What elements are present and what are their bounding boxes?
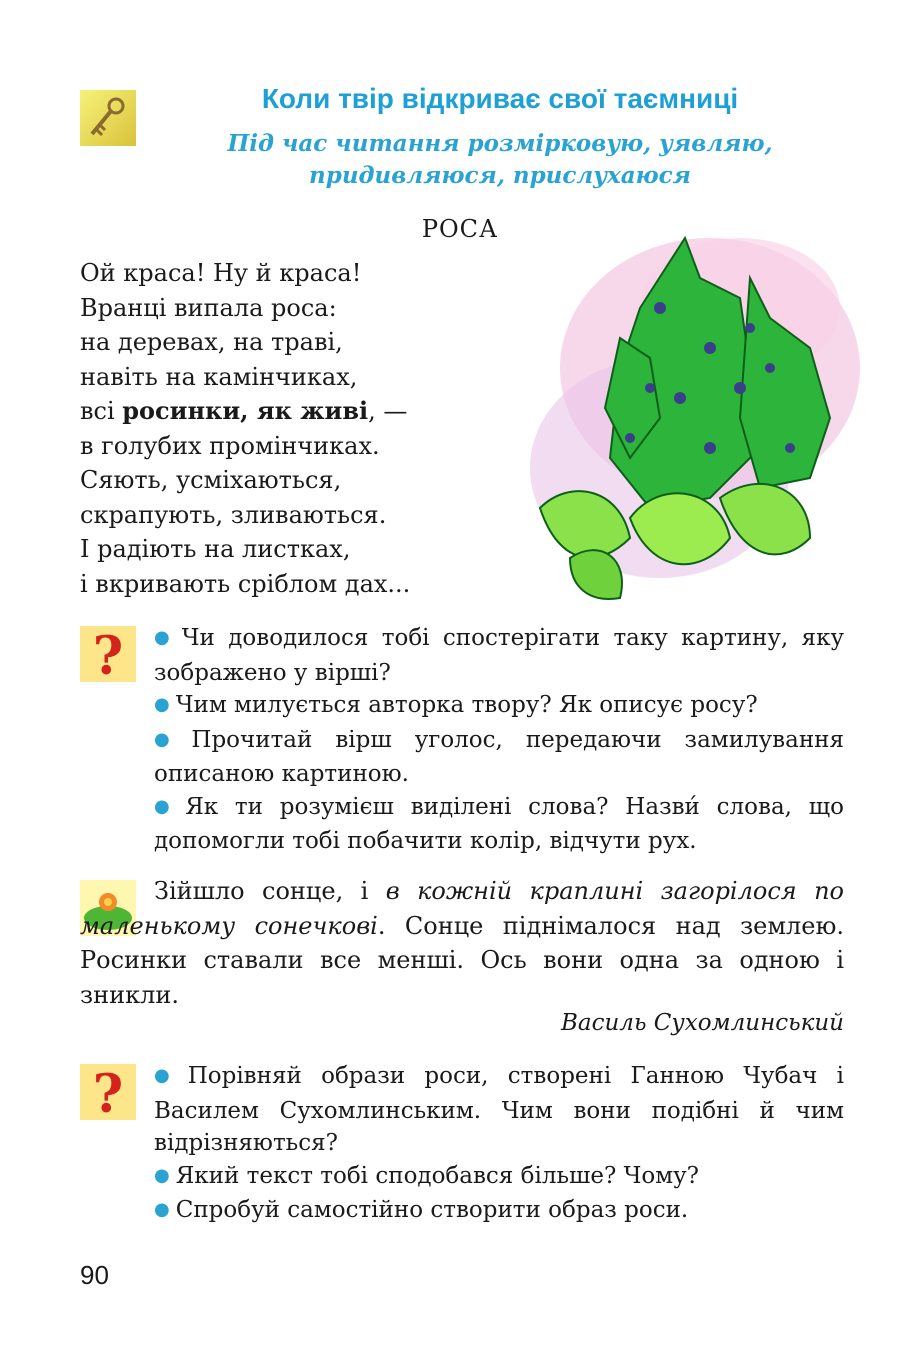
question-item: ● Спробуй самостійно створити образ роси. [154, 1197, 689, 1223]
section-title: Коли твір відкриває свої таємниці [261, 83, 739, 114]
author-name: Василь Сухомлинський [561, 1010, 844, 1036]
svg-text:?: ? [92, 626, 124, 682]
highlighted-words: в кожній краплині загорілося по маленькому сонечкові [80, 877, 844, 940]
poem-line: навіть на камінчиках, [80, 362, 358, 391]
questions-list-2 [154, 1060, 844, 1229]
poem-line: на деревах, на траві, [80, 328, 343, 356]
poem-line: в голубих промінчиках. [80, 431, 380, 460]
key-icon [80, 90, 136, 146]
question-mark-icon [80, 1064, 136, 1120]
section-subtitle: Під час читання розмірковую, уявляю, придивляюся, прислухаюся [227, 130, 773, 189]
nettle-with-dew-illustration [510, 218, 860, 608]
highlighted-words: росинки, як живі [122, 396, 369, 425]
page-number: 90 [80, 1260, 109, 1290]
poem-title: РОСА [421, 215, 499, 243]
poem-line: Вранці випала роса: [80, 293, 337, 322]
question-item: ● Чи доводилося тобі спостерігати таку картину, яку зображено у вірші? [154, 625, 844, 686]
question-item: ● Порівняй образи роси, створені Ганною Чубач і Василем Сухомлинським. Чим вони подібні й чим відрізняються? [154, 1063, 844, 1156]
question-item: ● Чим милується авторка твору? Як описує росу? [154, 692, 758, 718]
poem-line: скрапують, зливаються. [80, 500, 387, 529]
questions-list-1 [154, 622, 844, 858]
poem-line: І радіють на листках, [80, 535, 351, 563]
question-mark-icon [80, 626, 136, 682]
poem-line: всі росинки, як живі, — [80, 396, 408, 425]
poem-line: і вкривають сріблом дах... [80, 569, 411, 598]
question-item: ● Який текст тобі сподобався більше? Чому? [154, 1162, 699, 1189]
poem-line: Ой краса! Ну й краса! [80, 259, 362, 287]
poem-text [80, 256, 410, 601]
question-item: ● Прочитай вірш уголос, передаючи замилування описаною картиною. [154, 726, 844, 787]
poem-line: Сяють, усміхаються, [80, 466, 342, 494]
prose-text: Зійшло сонце, і в кожній краплині загорілося по маленькому сонечкові. Сонце піднімалося над землею. Росинки ставали все менші. Ось вони одна за одною і зникли. [80, 877, 845, 1009]
question-item: ● Як ти розумієш виділені слова? Назви́ слова, що допомогли тобі побачити колір, відчути рух. [154, 793, 844, 854]
svg-text:?: ? [92, 1064, 124, 1120]
